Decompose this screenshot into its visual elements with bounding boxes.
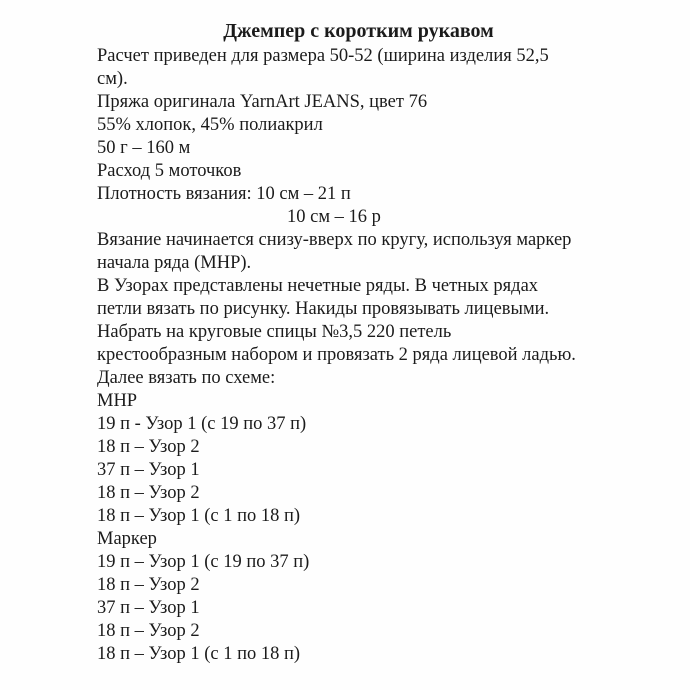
cast-on-line: крестообразным набором и провязать 2 ряда лицевой ладью. <box>97 345 576 365</box>
scheme-line: 18 п – Узор 2 <box>97 575 200 595</box>
instruction-line: петли вязать по рисунку. Накиды провязывать лицевыми. <box>97 299 550 319</box>
size-info-line: см). <box>97 69 128 89</box>
scheme-line: 19 п - Узор 1 (с 19 по 37 п) <box>97 414 307 434</box>
cast-on-line: Набрать на круговые спицы №3,5 220 петель <box>97 322 452 342</box>
scheme-line: 18 п – Узор 2 <box>97 437 200 457</box>
document-body <box>97 20 657 666</box>
scheme-intro-line: Далее вязать по схеме: <box>97 368 276 388</box>
instruction-line: начала ряда (МНР). <box>97 253 252 273</box>
scheme-marker-label: Маркер <box>97 529 157 549</box>
yarn-weight-line: 50 г – 160 м <box>97 138 191 158</box>
document-title: Джемпер с коротким рукавом <box>223 20 494 42</box>
scheme-line: 37 п – Узор 1 <box>97 460 200 480</box>
scheme-mnr-label: МНР <box>97 391 138 411</box>
scheme-line: 19 п – Узор 1 (с 19 по 37 п) <box>97 552 310 572</box>
gauge-line-indented: 10 см – 16 р <box>287 207 381 227</box>
size-info-line: Расчет приведен для размера 50-52 (ширина изделия 52,5 <box>97 46 549 66</box>
scheme-line: 18 п – Узор 2 <box>97 483 200 503</box>
scheme-line: 18 п – Узор 2 <box>97 621 200 641</box>
scheme-line: 37 п – Узор 1 <box>97 598 200 618</box>
gauge-line: Плотность вязания: 10 см – 21 п <box>97 184 351 204</box>
yarn-info-line: Пряжа оригинала YarnArt JEANS, цвет 76 <box>97 92 428 112</box>
scheme-line: 18 п – Узор 1 (с 1 по 18 п) <box>97 506 301 526</box>
scheme-line: 18 п – Узор 1 (с 1 по 18 п) <box>97 644 301 664</box>
yarn-usage-line: Расход 5 моточков <box>97 161 242 181</box>
instruction-line: Вязание начинается снизу-вверх по кругу, используя маркер <box>97 230 572 250</box>
instruction-line: В Узорах представлены нечетные ряды. В четных рядах <box>97 276 539 296</box>
yarn-composition-line: 55% хлопок, 45% полиакрил <box>97 115 323 135</box>
